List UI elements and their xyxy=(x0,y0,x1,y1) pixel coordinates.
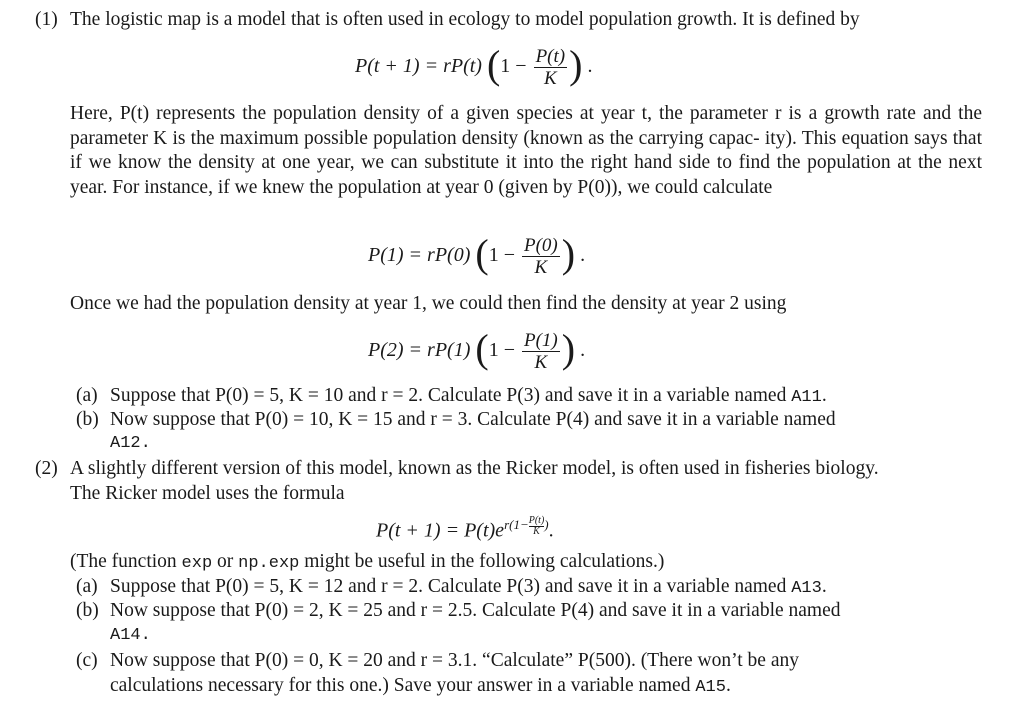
p2-equation: P(2) = rP(1) (1 − $\frac{P(1)}{K}$ ) . xyxy=(368,326,586,373)
variable-a14: A14. xyxy=(110,626,151,645)
problem-2-hint: (The function exp or np.exp might be useful in the following calculations.) xyxy=(70,551,665,573)
problem-2b-label: (b) xyxy=(76,600,99,621)
p1-equation: P(1) = rP(0) (1 − $\frac{P(0)}{K}$ ) . xyxy=(368,231,586,278)
problem-1b-text: Now suppose that P(0) = 10, K = 15 and r = 3. Calculate P(4) and save it in a variable named xyxy=(110,409,836,430)
problem-1a-label: (a) xyxy=(76,385,98,406)
logistic-equation: P(t + 1) = rP(t) (1 − $\frac{P(t)}{K}$ ) . xyxy=(355,42,593,89)
problem-1a-text: Suppose that P(0) = 5, K = 10 and r = 2. Calculate P(3) and save it in a variable named A11. xyxy=(110,385,827,407)
equation-fraction: $\frac{P(t)}{K}$ xyxy=(535,45,566,89)
problem-2-intro-line2: The Ricker model uses the formula xyxy=(70,483,345,504)
problem-2c-label: (c) xyxy=(76,650,98,671)
problem-2c-line2: calculations necessary for this one.) Save your answer in a variable named A15. xyxy=(110,675,731,697)
problem-2-intro-line1: A slightly different version of this model, known as the Ricker model, is often used in fisheries biology. xyxy=(70,458,879,479)
variable-a12: A12. xyxy=(110,434,151,453)
problem-2a-label: (a) xyxy=(76,576,98,597)
problem-2b-text: Now suppose that P(0) = 2, K = 25 and r = 2.5. Calculate P(4) and save it in a variable named xyxy=(110,600,841,621)
problem-1-number: (1) xyxy=(35,9,58,30)
problem-1-intro: The logistic map is a model that is often used in ecology to model population growth. It is defined by xyxy=(70,9,860,30)
variable-a11: A11 xyxy=(791,388,822,407)
code-np-exp: np.exp xyxy=(238,554,300,573)
problem-1-once-text: Once we had the population density at year 1, we could then find the density at year 2 using xyxy=(70,293,787,314)
code-exp: exp xyxy=(181,554,213,573)
problem-2c-line1: Now suppose that P(0) = 0, K = 20 and r = 3.1. “Calculate” P(500). (There won’t be any xyxy=(110,650,799,671)
equation-fraction: $\frac{P(1)}{K}$ xyxy=(523,329,558,373)
equation-one-minus: 1 − xyxy=(500,55,527,77)
ricker-equation: $P(t + 1) = P(t)e^{r(1- \frac{P(t)}{K})}$. xyxy=(376,514,554,542)
variable-a13: A13 xyxy=(791,579,822,598)
problem-1-paragraph: Here, P(t) represents the population density of a given species at year t, the parameter r is a growth rate and the parameter K is the maximum possible population density (known as the carrying capac- ity). This equation says that if we know the density at one year, we can substitute it into the right hand side to find the population at the next year. For instance, if we knew the population at year 0 (given by P(0)), we could calculate xyxy=(70,103,982,198)
problem-2a-text: Suppose that P(0) = 5, K = 12 and r = 2. Calculate P(3) and save it in a variable named A13. xyxy=(110,576,827,598)
variable-a15: A15 xyxy=(695,678,726,697)
problem-1b-label: (b) xyxy=(76,409,99,430)
equation-fraction: $\frac{P(0)}{K}$ xyxy=(523,234,558,278)
problem-2-number: (2) xyxy=(35,458,58,479)
equation-lhs: P(t + 1) = rP(t) xyxy=(355,55,482,77)
